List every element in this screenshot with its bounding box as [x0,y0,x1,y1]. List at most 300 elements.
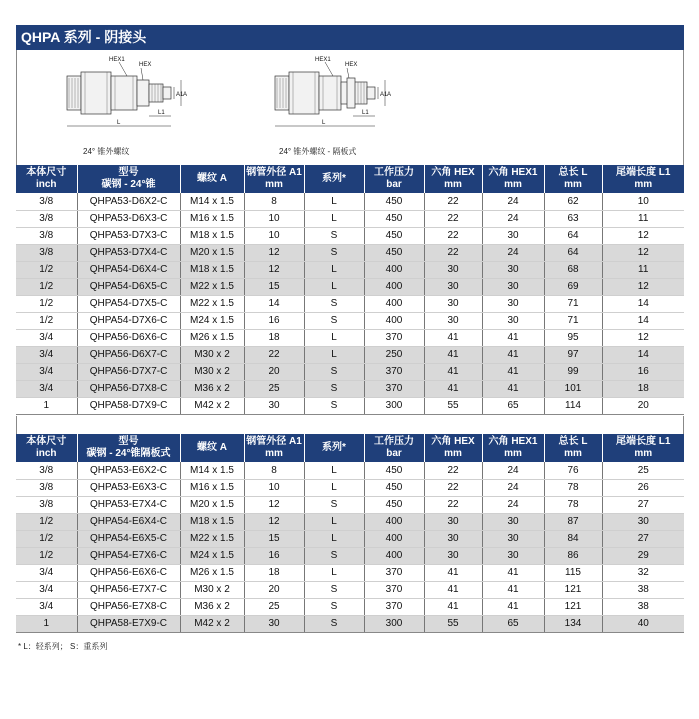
table-cell: 1 [16,397,77,414]
connector-drawing [59,56,209,136]
column-header-unit: mm [634,448,653,459]
table-cell: 1/2 [16,547,77,564]
table-row [16,380,684,397]
table-cell: QHPA56-D6X7-C [77,346,180,363]
table-cell: 30 [482,227,544,244]
column-header-unit: mm [444,179,462,190]
column-header [364,434,424,462]
table-row [16,193,684,210]
column-header-title: 本体尺寸 [26,436,67,447]
section-title: QHPA 系列 - 阴接头 [16,25,684,50]
table-cell: 22 [424,193,482,210]
table-cell: M30 x 2 [180,346,244,363]
table-cell: 65 [482,615,544,632]
table-cell: S [304,581,364,598]
table-cell: QHPA58-E7X9-C [77,615,180,632]
table-cell: 41 [424,329,482,346]
table-cell: 300 [364,397,424,414]
table-header-row [16,165,684,193]
table-cell: 3/4 [16,346,77,363]
table-cell: 1/2 [16,312,77,329]
column-header-title: 六角 HEX [431,167,475,178]
table-cell: 30 [482,312,544,329]
table-cell: L [304,479,364,496]
table-cell: 114 [544,397,602,414]
table-cell: 121 [544,581,602,598]
table-cell: 1/2 [16,530,77,547]
table-cell: 12 [244,244,304,261]
table-cell: M18 x 1.5 [180,261,244,278]
column-header-unit: mm [265,179,283,190]
column-header [16,165,77,193]
column-header [77,165,180,193]
column-header-title: 六角 HEX [431,436,475,447]
table-cell: 69 [544,278,602,295]
figure-area [16,50,684,165]
table-cell: 3/8 [16,462,77,479]
table-cell: L [304,564,364,581]
column-header-title: 钢管外径 A1 [246,167,302,178]
table-cell: M16 x 1.5 [180,210,244,227]
table-cell: 24 [482,479,544,496]
table-cell: 30 [424,261,482,278]
figure-caption-1: 24° 锥外螺纹 [83,147,130,156]
table-cell: M30 x 2 [180,581,244,598]
table-row [16,295,684,312]
table-cell: S [304,227,364,244]
table-cell: 41 [482,380,544,397]
column-header [180,165,244,193]
table-cell: M22 x 1.5 [180,530,244,547]
column-header-title: 六角 HEX1 [488,436,538,447]
table-cell: 14 [602,346,684,363]
table-cell: 450 [364,462,424,479]
table-cell: 20 [244,581,304,598]
table-row [16,547,684,564]
table-cell: 16 [602,363,684,380]
table-cell: 22 [424,479,482,496]
column-header-unit: 碳钢 - 24°锥 [101,179,156,190]
table-cell: 68 [544,261,602,278]
table-cell: 15 [244,530,304,547]
table-cell: 32 [602,564,684,581]
table-cell: QHPA54-E6X5-C [77,530,180,547]
label-l1: L1 [158,110,165,116]
table-cell: 10 [244,210,304,227]
table-cell: 41 [482,598,544,615]
table-cell: S [304,615,364,632]
table-cell: 26 [602,479,684,496]
table-cell: 41 [424,380,482,397]
column-header-title: 总长 L [558,167,588,178]
table-cell: 1/2 [16,261,77,278]
table-cell: M36 x 2 [180,598,244,615]
table-cell: QHPA56-D7X7-C [77,363,180,380]
table-cell: QHPA54-D7X6-C [77,312,180,329]
table-cell: M20 x 1.5 [180,496,244,513]
label-l: L [117,120,121,126]
table-cell: 450 [364,496,424,513]
label-l: L [322,120,326,126]
table-cell: 38 [602,581,684,598]
table-cell: 41 [482,329,544,346]
table-cell: S [304,295,364,312]
table-row [16,462,684,479]
table-cell: 12 [602,278,684,295]
column-header [602,434,684,462]
column-header-unit: inch [35,179,57,190]
table-header-row [16,434,684,462]
table-cell: 12 [244,513,304,530]
label-l1: L1 [362,110,369,116]
column-header-title: 型号 [118,167,139,178]
table-cell: 24 [482,193,544,210]
table-cell: 10 [244,479,304,496]
table-cell: 20 [244,363,304,380]
table-cell: 400 [364,513,424,530]
table-cell: 55 [424,615,482,632]
table-cell: 450 [364,210,424,227]
table-cell: 30 [482,261,544,278]
table-row [16,244,684,261]
table-row [16,329,684,346]
table-cell: 30 [424,278,482,295]
table-cell: 22 [244,346,304,363]
table-cell: QHPA53-D7X4-C [77,244,180,261]
table-cell: M22 x 1.5 [180,295,244,312]
table-cell: 12 [602,244,684,261]
table-cell: S [304,244,364,261]
table-cell: 27 [602,496,684,513]
table-cell: 3/8 [16,193,77,210]
table-cell: 99 [544,363,602,380]
table-cell: 25 [244,598,304,615]
table-cell: 115 [544,564,602,581]
table-cell: 22 [424,227,482,244]
table-cell: L [304,513,364,530]
table-cell: 30 [424,530,482,547]
column-header [602,165,684,193]
table-cell: M26 x 1.5 [180,329,244,346]
table-cell: 30 [482,547,544,564]
table-cell: 370 [364,598,424,615]
table-cell: M24 x 1.5 [180,312,244,329]
table-cell: S [304,496,364,513]
table-cell: M22 x 1.5 [180,278,244,295]
table-cell: 22 [424,496,482,513]
table-cell: 24 [482,462,544,479]
column-header-title: 尾端长度 L1 [616,167,671,178]
table-cell: 8 [244,462,304,479]
table-cell: QHPA53-E7X4-C [77,496,180,513]
table-cell: 87 [544,513,602,530]
column-header [424,434,482,462]
table-cell: 22 [424,210,482,227]
table-cell: 400 [364,261,424,278]
table-cell: 24 [482,210,544,227]
label-a: A [387,92,392,98]
table-cell: 250 [364,346,424,363]
column-header [482,165,544,193]
column-header-title: 螺纹 A [197,442,227,453]
table-cell: 41 [482,564,544,581]
table-cell: 14 [602,312,684,329]
table-cell: QHPA53-D6X3-C [77,210,180,227]
table-cell: 30 [482,295,544,312]
table-cell: S [304,397,364,414]
table-cell: M30 x 2 [180,363,244,380]
column-header [244,165,304,193]
table-cell: 3/4 [16,598,77,615]
table-row [16,564,684,581]
table-row [16,581,684,598]
table-cell: QHPA54-D6X4-C [77,261,180,278]
table-cell: L [304,346,364,363]
table-cell: 3/8 [16,210,77,227]
column-header [180,434,244,462]
table-cell: QHPA58-D7X9-C [77,397,180,414]
table-cell: 30 [482,530,544,547]
table-cell: 18 [244,564,304,581]
table-cell: M42 x 2 [180,615,244,632]
table-cell: S [304,547,364,564]
table-cell: 30 [482,278,544,295]
table-cell: 12 [602,227,684,244]
table-cell: M14 x 1.5 [180,193,244,210]
table-cell: 97 [544,346,602,363]
table-cell: 30 [424,295,482,312]
table-row [16,397,684,414]
table-cell: 30 [602,513,684,530]
column-header [16,434,77,462]
table-cell: 41 [424,346,482,363]
table-cell: 370 [364,581,424,598]
table-cell: 450 [364,227,424,244]
column-header [77,434,180,462]
figure-caption-2: 24° 锥外螺纹 - 隔板式 [279,147,357,156]
table-cell: 24 [482,496,544,513]
table-cell: 24 [482,244,544,261]
table-cell: L [304,530,364,547]
table-cell: M18 x 1.5 [180,227,244,244]
table-cell: 30 [482,513,544,530]
column-header-unit: bar [386,448,402,459]
table-cell: 370 [364,564,424,581]
table-cell: 30 [424,513,482,530]
table-cell: QHPA54-E7X6-C [77,547,180,564]
table-cell: 370 [364,329,424,346]
table-cell: QHPA53-E6X3-C [77,479,180,496]
table-row [16,363,684,380]
table-cell: 8 [244,193,304,210]
column-header-title: 本体尺寸 [26,167,67,178]
table-cell: 300 [364,615,424,632]
spec-table-standard [16,165,684,415]
column-header-title: 系列* [322,442,346,453]
label-hex1: HEX1 [109,57,125,63]
table-cell: 450 [364,193,424,210]
table-cell: 3/4 [16,363,77,380]
table-cell: QHPA53-D7X3-C [77,227,180,244]
column-header-title: 尾端长度 L1 [616,436,671,447]
table-cell: QHPA56-E7X8-C [77,598,180,615]
label-a1: A1 [176,92,184,98]
spec-table-bulkhead [16,434,684,633]
table-cell: QHPA54-E6X4-C [77,513,180,530]
column-header [544,165,602,193]
table-cell: 3/4 [16,564,77,581]
column-header-title: 系列* [322,173,346,184]
table-cell: QHPA56-D7X8-C [77,380,180,397]
table-cell: 71 [544,312,602,329]
table-cell: 64 [544,227,602,244]
table-spacer [16,416,684,434]
table-cell: QHPA56-D6X6-C [77,329,180,346]
table-cell: 15 [244,278,304,295]
table-cell: 400 [364,547,424,564]
table-cell: 25 [244,380,304,397]
table-cell: 20 [602,397,684,414]
column-header [544,434,602,462]
table-cell: 121 [544,598,602,615]
label-hex: HEX [345,62,358,68]
table-cell: 30 [244,615,304,632]
column-header-unit: mm [504,179,522,190]
table-cell: 3/8 [16,479,77,496]
table-cell: 62 [544,193,602,210]
label-hex: HEX [139,62,152,68]
table-row [16,615,684,632]
table-cell: QHPA54-D7X5-C [77,295,180,312]
table-cell: S [304,363,364,380]
table-cell: M24 x 1.5 [180,547,244,564]
column-header [364,165,424,193]
table-cell: M16 x 1.5 [180,479,244,496]
label-hex1: HEX1 [315,57,331,63]
table-cell: 55 [424,397,482,414]
table-row [16,479,684,496]
table-cell: 30 [244,397,304,414]
table-row [16,513,684,530]
table-cell: L [304,210,364,227]
table-cell: 14 [602,295,684,312]
column-header-title: 工作压力 [374,167,414,178]
table-cell: 86 [544,547,602,564]
table-cell: 3/8 [16,496,77,513]
table-cell: 3/4 [16,329,77,346]
table-cell: 12 [602,329,684,346]
table-cell: 78 [544,479,602,496]
table-cell: 29 [602,547,684,564]
table-cell: 41 [482,581,544,598]
table-row [16,227,684,244]
table-cell: 27 [602,530,684,547]
table-cell: 12 [244,496,304,513]
table-cell: QHPA53-D6X2-C [77,193,180,210]
table-cell: 10 [244,227,304,244]
table-cell: 16 [244,312,304,329]
column-header-unit: inch [35,448,57,459]
column-header-title: 总长 L [558,436,588,447]
table-cell: M42 x 2 [180,397,244,414]
column-header-unit: mm [564,448,582,459]
table-cell: M36 x 2 [180,380,244,397]
table-cell: 400 [364,530,424,547]
table-cell: 65 [482,397,544,414]
table-cell: 14 [244,295,304,312]
table-cell: QHPA56-E7X7-C [77,581,180,598]
label-a: A [183,92,188,98]
table-cell: 400 [364,278,424,295]
column-header-unit: 碳钢 - 24°锥隔板式 [86,448,171,459]
table-cell: 25 [602,462,684,479]
table-cell: 450 [364,244,424,261]
table-cell: 30 [424,312,482,329]
column-header-unit: mm [564,179,582,190]
table-cell: 1 [16,615,77,632]
table-cell: L [304,462,364,479]
table-cell: 22 [424,462,482,479]
column-header [482,434,544,462]
table-cell: L [304,261,364,278]
column-header [424,165,482,193]
table-cell: 22 [424,244,482,261]
table-cell: 41 [424,581,482,598]
table-cell: 38 [602,598,684,615]
table-cell: 41 [482,346,544,363]
table-cell: 64 [544,244,602,261]
table-row [16,598,684,615]
table-cell: 63 [544,210,602,227]
table-cell: 84 [544,530,602,547]
table-cell: 450 [364,479,424,496]
table-cell: 95 [544,329,602,346]
table-cell: M18 x 1.5 [180,513,244,530]
column-header-unit: mm [444,448,462,459]
table-row [16,210,684,227]
table-cell: 41 [482,363,544,380]
column-header-unit: bar [386,179,402,190]
table-cell: M20 x 1.5 [180,244,244,261]
column-header-title: 型号 [118,436,139,447]
table-cell: 78 [544,496,602,513]
table-cell: 3/4 [16,581,77,598]
table-cell: 76 [544,462,602,479]
table-cell: 3/8 [16,227,77,244]
table-cell: 41 [424,598,482,615]
table-cell: 370 [364,363,424,380]
table-cell: 41 [424,363,482,380]
table-cell: 40 [602,615,684,632]
table-cell: 3/4 [16,380,77,397]
table-cell: QHPA53-E6X2-C [77,462,180,479]
table-cell: 10 [602,193,684,210]
table-cell: 11 [602,210,684,227]
table-cell: 18 [602,380,684,397]
table-row [16,278,684,295]
table-cell: 101 [544,380,602,397]
table-row [16,312,684,329]
table-cell: QHPA54-D6X5-C [77,278,180,295]
column-header-title: 螺纹 A [197,173,227,184]
table-cell: M14 x 1.5 [180,462,244,479]
table-cell: QHPA56-E6X6-C [77,564,180,581]
table-cell: M26 x 1.5 [180,564,244,581]
column-header [244,434,304,462]
table-cell: L [304,278,364,295]
table-cell: 71 [544,295,602,312]
table-row [16,530,684,547]
